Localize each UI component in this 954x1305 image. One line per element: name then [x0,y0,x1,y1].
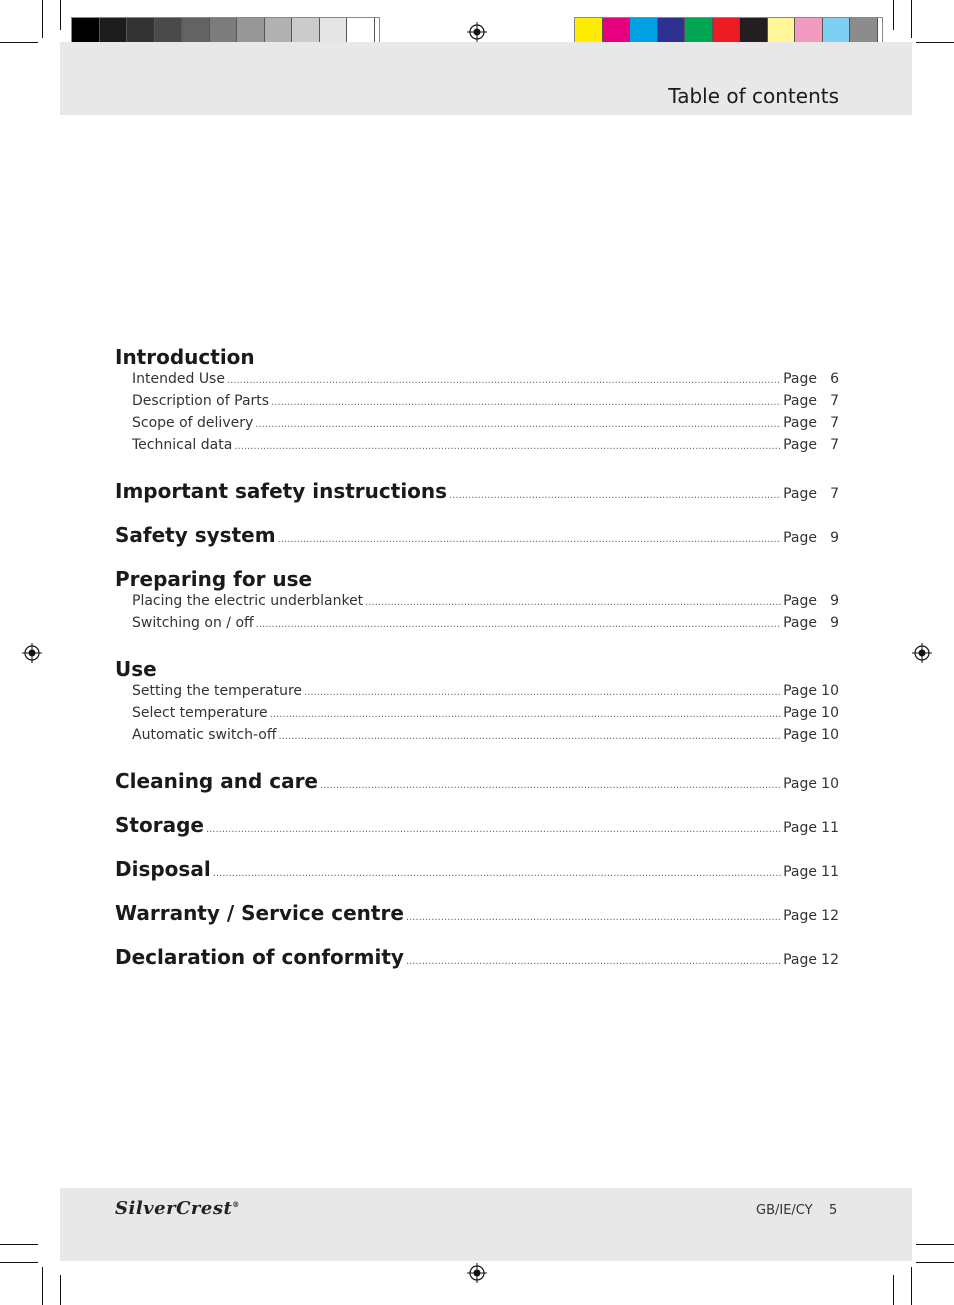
toc-entry-row[interactable] [115,371,839,393]
leader-dots [213,868,781,879]
toc-entry-label: Placing the electric underblanket [132,593,364,609]
toc-section-row[interactable] [115,813,839,857]
crop-mark [916,1262,954,1263]
page-word: Page [783,371,817,387]
registration-mark-icon [912,643,932,663]
page-number-ref: 7 [830,437,839,453]
toc-section-title: Introduction [115,345,255,369]
page-reference [783,820,839,836]
page-reference [783,952,839,968]
toc-section-title: Preparing for use [115,567,313,591]
page-word: Page [783,864,817,880]
leader-dots [270,709,781,720]
crop-mark [0,42,38,43]
toc-entry-label: Setting the temperature [132,683,303,699]
crop-mark [893,0,894,30]
crop-mark [911,1267,912,1305]
toc-entry-row[interactable] [115,437,839,459]
toc-section-row[interactable] [115,857,839,901]
crop-mark [42,1267,43,1305]
page-word: Page [783,952,817,968]
leader-dots [449,490,781,501]
leader-dots [206,824,781,835]
page-reference [783,415,839,431]
page-number-ref: 10 [821,683,839,699]
toc-entry-row[interactable] [115,615,839,637]
page-reference [783,615,839,631]
toc-section-title: Disposal [115,857,211,881]
toc-section-title: Cleaning and care [115,769,318,793]
page-word: Page [783,437,817,453]
page-word: Page [783,486,817,502]
toc-section-row[interactable] [115,901,839,945]
crop-mark [60,1275,61,1305]
page-number-ref: 6 [830,371,839,387]
page-reference [783,727,839,743]
toc-entry-row[interactable] [115,593,839,615]
toc-entry-row[interactable] [115,727,839,749]
crop-mark [42,0,43,38]
page-word: Page [783,908,817,924]
leader-dots [278,534,782,545]
crop-mark [60,0,61,30]
crop-mark [0,1244,38,1245]
toc-section-group [115,657,839,749]
toc-section-title: Storage [115,813,204,837]
page-word: Page [783,683,817,699]
toc-section-title: Warranty / Service centre [115,901,404,925]
page-word: Page [783,727,817,743]
toc-section-title: Declaration of conformity [115,945,404,969]
page-number-ref: 12 [821,908,839,924]
page-number: 5 [829,1203,838,1218]
page-number-ref: 10 [821,776,839,792]
page-word: Page [783,415,817,431]
leader-dots [304,687,781,698]
crop-mark [0,1262,38,1263]
leader-dots [234,441,781,452]
page-word: Page [783,393,817,409]
toc-section-title: Safety system [115,523,276,547]
registration-mark-icon [22,643,42,663]
toc-entry-label: Technical data [132,437,233,453]
page-title: Table of contents [668,84,839,108]
page-reference [783,705,839,721]
page-number-ref: 9 [830,530,839,546]
page-number-ref: 10 [821,705,839,721]
toc-entry-label: Description of Parts [132,393,270,409]
leader-dots [271,397,781,408]
page-number-ref: 9 [830,593,839,609]
page-word: Page [783,615,817,631]
region-code: GB/IE/CY [756,1203,813,1218]
toc-section-title: Important safety instructions [115,479,448,503]
leader-dots [227,375,781,386]
page-number-ref: 7 [830,486,839,502]
toc-section-row[interactable] [115,945,839,989]
crop-mark [916,1244,954,1245]
leader-dots [406,956,781,967]
page-word: Page [783,820,817,836]
page-reference [783,486,839,502]
page-number-ref: 9 [830,615,839,631]
toc-entry-row[interactable] [115,683,839,705]
page-reference [783,371,839,387]
page-reference [783,683,839,699]
crop-mark [893,1275,894,1305]
toc-section-row[interactable] [115,479,839,523]
toc-section-title: Use [115,657,157,681]
page-reference [783,864,839,880]
page-reference [783,393,839,409]
registration-mark-icon [467,22,487,42]
toc-entry-row[interactable] [115,705,839,727]
page-word: Page [783,593,817,609]
toc-section-group [115,567,839,637]
page-reference [783,776,839,792]
toc-section-row[interactable] [115,769,839,813]
page-reference [783,437,839,453]
toc-entry-label: Intended Use [132,371,225,387]
page-word: Page [783,776,817,792]
toc-entry-label: Automatic switch-off [132,727,277,743]
crop-mark [911,0,912,38]
toc-section-group [115,345,839,459]
page-reference [783,908,839,924]
leader-dots [278,731,781,742]
toc-entry-label: Select temperature [132,705,268,721]
toc-section-row[interactable] [115,523,839,567]
page-number-ref: 7 [830,415,839,431]
leader-dots [320,780,781,791]
page-reference [783,593,839,609]
page-word: Page [783,705,817,721]
leader-dots [255,419,781,430]
leader-dots [256,619,781,630]
brand-logo: SilverCrest® [115,1198,240,1219]
leader-dots [406,912,781,923]
page-number-ref: 11 [821,820,839,836]
toc-entry-label: Scope of delivery [132,415,254,431]
page-number-ref: 7 [830,393,839,409]
toc-entry-row[interactable] [115,393,839,415]
leader-dots [365,597,781,608]
page-number-ref: 10 [821,727,839,743]
page-number-ref: 12 [821,952,839,968]
toc-entry-label: Switching on / off [132,615,254,631]
page-word: Page [783,530,817,546]
crop-mark [916,42,954,43]
toc-entry-row[interactable] [115,415,839,437]
table-of-contents [115,345,839,989]
page-number-ref: 11 [821,864,839,880]
page-reference [783,530,839,546]
registration-mark-icon [467,1263,487,1283]
